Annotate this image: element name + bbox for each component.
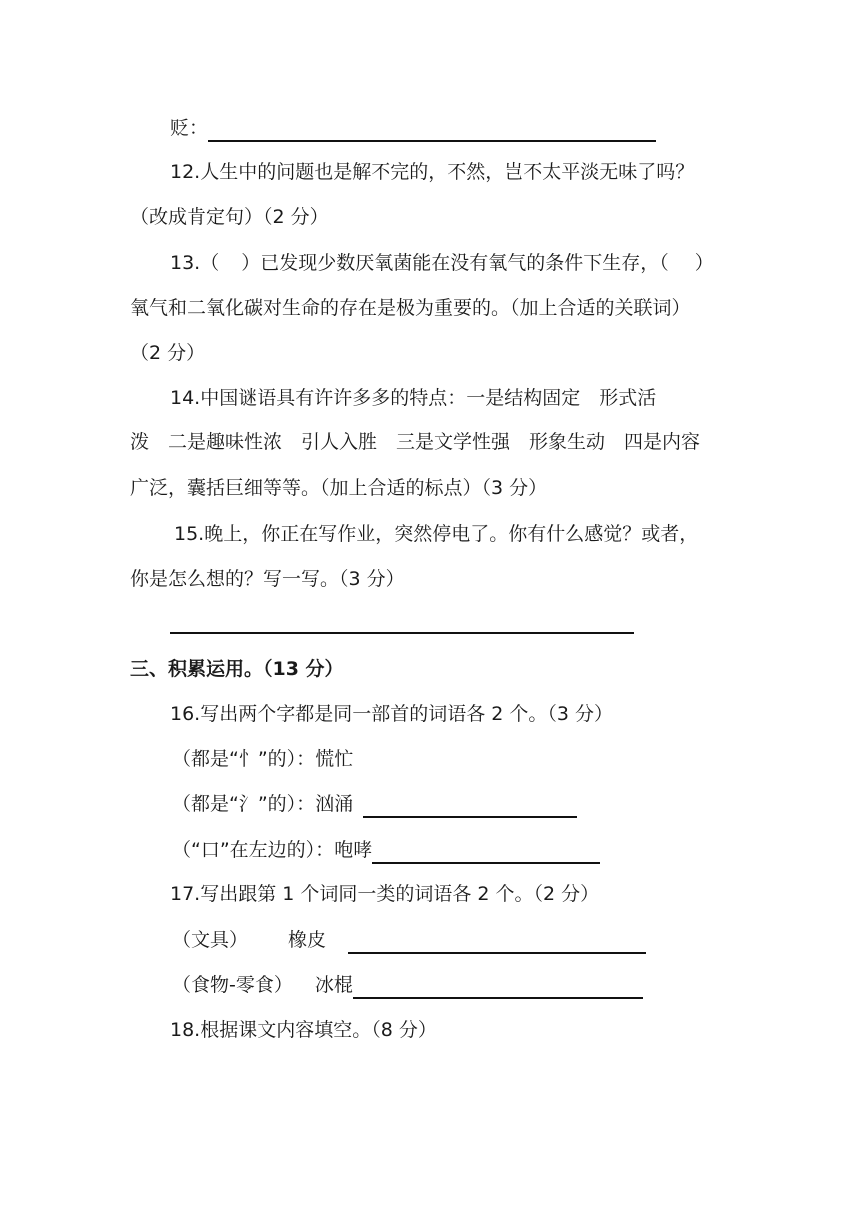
q13-suffix: ） <box>694 252 714 274</box>
q17-item-2-blank[interactable] <box>353 975 643 999</box>
question-16: 16.写出两个字都是同一部首的词语各 2 个。（3 分） <box>170 703 614 725</box>
q13-middle: ）已发现少数厌氧菌能在没有氧气的条件下生存，（ <box>241 252 669 274</box>
q17-item-2-category: （食物-零食） <box>172 974 293 996</box>
q17-item-1-category: （文具） <box>172 929 249 951</box>
q16-item-3 <box>172 836 600 864</box>
q13-prefix: 13.（ <box>170 252 220 274</box>
question-12-line2: （改成肯定句）（2 分） <box>130 206 329 228</box>
q15-answer-blank[interactable] <box>170 610 634 634</box>
question-15-answer-line[interactable] <box>170 606 634 634</box>
q16-item-1-label: （都是“忄”的）： <box>172 748 316 770</box>
question-13-line3: （2 分） <box>130 342 206 364</box>
q17-item-2-word: 冰棍 <box>314 974 353 996</box>
q16-item-3-blank[interactable] <box>372 840 600 864</box>
question-14-line3: 广泛，囊括巨细等等。（加上合适的标点）（3 分） <box>130 477 548 499</box>
question-13-line2: 氧气和二氧化碳对生命的存在是极为重要的。（加上合适的关联词） <box>130 297 691 319</box>
q16-item-2-label: （都是“氵”的）： <box>172 793 316 815</box>
q16-item-2-blank[interactable] <box>363 794 577 818</box>
question-14-line2: 泼 二是趣味性浓 引人入胜 三是文学性强 形象生动 四是内容 <box>130 431 701 453</box>
section-3-heading: 三、积累运用。（13 分） <box>130 658 344 680</box>
question-15-line1: 15.晚上，你正在写作业，突然停电了。你有什么感觉？或者， <box>174 523 699 545</box>
q16-item-3-label: （“口”在左边的）： <box>172 839 335 861</box>
question-17: 17.写出跟第 1 个词同一类的词语各 2 个。（2 分） <box>170 883 600 905</box>
question-18: 18.根据课文内容填空。（8 分） <box>170 1019 437 1041</box>
q16-item-3-answer: 咆哮 <box>334 839 373 861</box>
antonym-bian-line <box>170 114 656 142</box>
bian-answer-blank[interactable] <box>208 118 656 142</box>
q16-item-1 <box>172 745 353 773</box>
question-14-line1: 14.中国谜语具有许许多多的特点：一是结构固定 形式活 <box>170 387 657 409</box>
question-15-line2: 你是怎么想的？写一写。（3 分） <box>130 568 405 590</box>
question-13-line1 <box>170 249 714 277</box>
q17-item-1-word: 橡皮 <box>288 929 327 951</box>
bian-label: 贬： <box>170 117 209 139</box>
q16-item-2 <box>172 790 577 818</box>
q17-item-1 <box>172 926 646 954</box>
q16-item-1-answer: 慌忙 <box>315 748 354 770</box>
question-12-line1: 12.人生中的问题也是解不完的，不然，岂不太平淡无味了吗？ <box>170 161 695 183</box>
q16-item-2-answer: 汹涌 <box>315 793 354 815</box>
q17-item-1-blank[interactable] <box>348 930 646 954</box>
q17-item-2 <box>172 971 643 999</box>
